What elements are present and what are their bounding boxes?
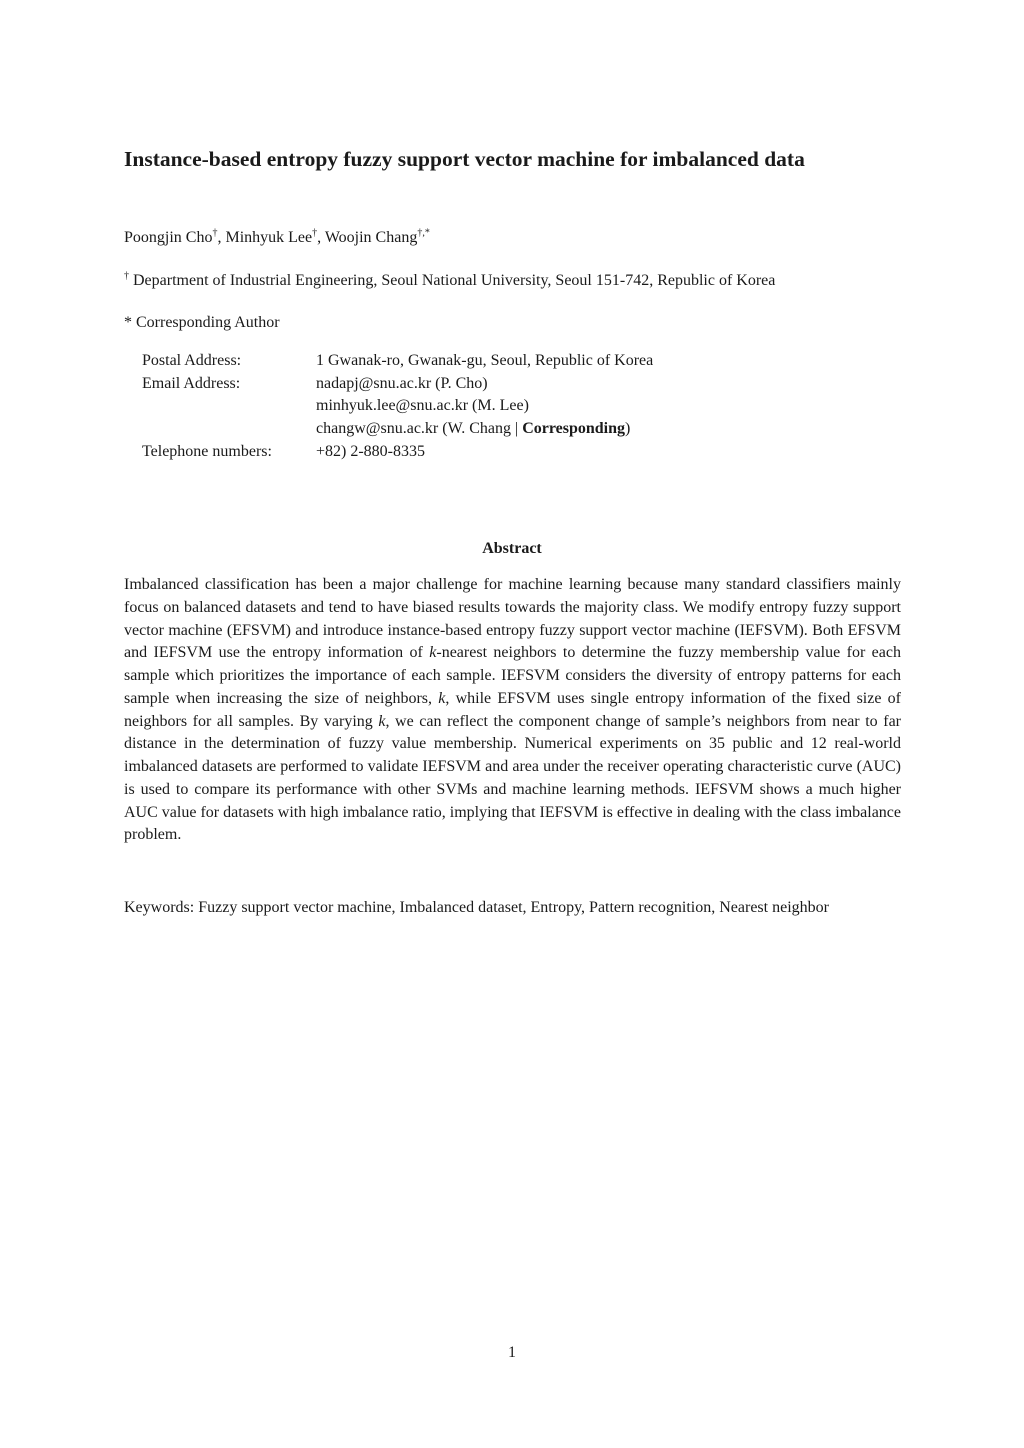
postal-row — [142, 350, 653, 373]
email-label-empty — [142, 418, 316, 441]
abstract-italic-k: k — [378, 712, 386, 730]
postal-value: 1 Gwanak-ro, Gwanak-gu, Seoul, Republic of Korea — [316, 352, 654, 369]
email-label: Email Address: — [142, 374, 241, 392]
email-row — [142, 373, 653, 396]
email-value: nadapj@snu.ac.kr (P. Cho) — [316, 374, 488, 392]
email-value: minhyuk.lee@snu.ac.kr (M. Lee) — [316, 397, 529, 415]
corresponding-author-label: * Corresponding Author — [124, 314, 280, 331]
author-separator: , — [317, 229, 325, 246]
keywords: Keywords: Fuzzy support vector machine, Imbalanced dataset, Entropy, Pattern recognition, Nearest neighbor — [124, 899, 829, 916]
author-name: Minhyuk Lee — [225, 229, 313, 246]
abstract-part: , we can reflect the component change of sample’s neighbors from near to far distance in the determination of fuzzy value membership. Numerical experiments on 35 public and 12 real-world imbalanced datasets are performed to validate IEFSVM and area under the receiver operating characteristic curve (AUC) is used to compare its performance with other SVMs and machine learning methods. IEFSVM shows a much higher AUC value for datasets with high imbalance ratio, implying that IEFSVM is effective in dealing with the class imbalance problem. — [124, 712, 901, 844]
email-label-empty — [142, 395, 316, 418]
abstract-part: , while EFSVM uses single entropy information of the fixed size of neighbors for all samples. By varying — [124, 689, 902, 730]
phone-row — [142, 441, 653, 464]
phone-value: +82) 2-880-8335 — [316, 442, 426, 460]
abstract-part: -nearest neighbors to determine the fuzzy membership value for each sample which prioritizes the importance of each sample. IEFSVM considers the diversity of entropy patterns for each sample when increasing the size of neighbors, — [124, 644, 901, 707]
abstract-italic-k: k — [438, 689, 446, 707]
author-mark: † — [312, 227, 318, 239]
abstract-text — [124, 574, 901, 847]
author-list — [124, 229, 430, 247]
email-suffix: ) — [625, 420, 631, 438]
phone-label: Telephone numbers: — [142, 442, 272, 460]
author-mark: †,* — [417, 227, 430, 239]
email-value — [316, 418, 630, 441]
paper-title: Instance-based entropy fuzzy support vector machine for imbalanced data — [124, 147, 805, 171]
corresponding-bold: Corresponding — [522, 420, 626, 438]
abstract-part: Imbalanced classification has been a major challenge for machine learning because many standard classifiers mainly focus on balanced datasets and tend to have biased results towards the majority class. We modify entropy fuzzy support vector machine (EFSVM) and introduce instance-based entropy fuzzy support vector machine (IEFSVM). Both EFSVM and IEFSVM use the entropy information of — [124, 576, 901, 662]
author-separator: , — [217, 229, 226, 246]
contact-block — [142, 350, 653, 463]
postal-label: Postal Address: — [142, 352, 242, 369]
page-number: 1 — [508, 1344, 516, 1361]
email-row — [142, 395, 653, 418]
author-name: Woojin Chang — [324, 229, 418, 246]
affiliation-text: Department of Industrial Engineering, Seoul National University, Seoul 151-742, Republic of Korea — [133, 272, 776, 289]
email-prefix: changw@snu.ac.kr (W. Chang | — [316, 420, 523, 438]
affiliation-mark: † — [124, 270, 129, 282]
author-mark: † — [212, 227, 218, 239]
affiliation — [124, 272, 775, 290]
abstract-heading: Abstract — [482, 540, 542, 557]
email-row — [142, 418, 653, 441]
author-name: Poongjin Cho — [124, 229, 213, 246]
abstract-italic-k: k — [429, 644, 437, 662]
